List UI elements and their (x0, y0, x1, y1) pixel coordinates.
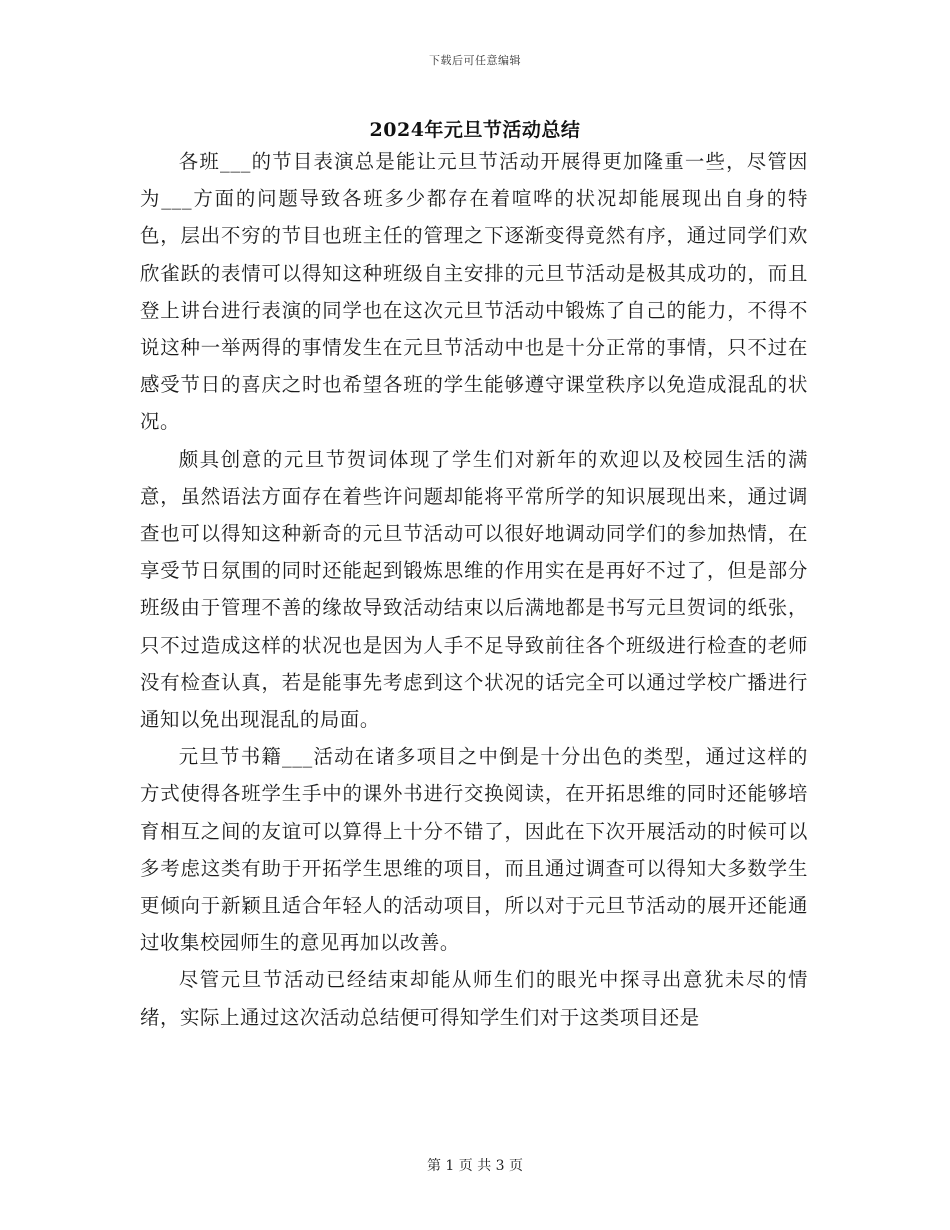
document-title: 2024年元旦节活动总结 (369, 119, 581, 141)
paragraph-4: 尽管元旦节活动已经结束却能从师生们的眼光中探寻出意犹未尽的情绪，实际上通过这次活动总结便可得知学生们对于这类项目还是 (140, 968, 808, 1029)
document-body (140, 143, 808, 1036)
paragraph-1: 各班___的节目表演总是能让元旦节活动开展得更加隆重一些，尽管因为___方面的问题导致各班多少都存在着喧哗的状况却能展现出自身的特色，层出不穷的节目也班主任的管理之下逐渐变得竟然有序，通过同学们欢欣雀跃的表情可以得知这种班级自主安排的元旦节活动是极其成功的，而且登上讲台进行表演的同学也在这次元旦节活动中锻炼了自己的能力，不得不说这种一举两得的事情发生在元旦节活动中也是十分正常的事情，只不过在感受节日的喜庆之时也希望各班的学生能够遵守课堂秩序以免造成混乱的状况。 (140, 150, 808, 434)
page-header-note: 下载后可任意编辑 (429, 54, 521, 67)
paragraph-3: 元旦节书籍___活动在诸多项目之中倒是十分出色的类型，通过这样的方式使得各班学生手中的课外书进行交换阅读，在开拓思维的同时还能够培育相互之间的友谊可以算得上十分不错了，因此在下次开展活动的时候可以多考虑这类有助于开拓学生思维的项目，而且通过调查可以得知大多数学生更倾向于新颖且适合年轻人的活动项目，所以对于元旦节活动的展开还能通过收集校园师生的意见再加以改善。 (140, 745, 808, 955)
paragraph-2: 颇具创意的元旦节贺词体现了学生们对新年的欢迎以及校园生活的满意，虽然语法方面存在着些许问题却能将平常所学的知识展现出来，通过调查也可以得知这种新奇的元旦节活动可以很好地调动同学们的参加热情，在享受节日氛围的同时还能起到锻炼思维的作用实在是再好不过了，但是部分班级由于管理不善的缘故导致活动结束以后满地都是书写元旦贺词的纸张，只不过造成这样的状况也是因为人手不足导致前往各个班级进行检查的老师没有检查认真，若是能事先考虑到这个状况的话完全可以通过学校广播进行通知以免出现混乱的局面。 (140, 447, 808, 732)
page-number-footer: 第 1 页 共 3 页 (426, 1158, 524, 1174)
